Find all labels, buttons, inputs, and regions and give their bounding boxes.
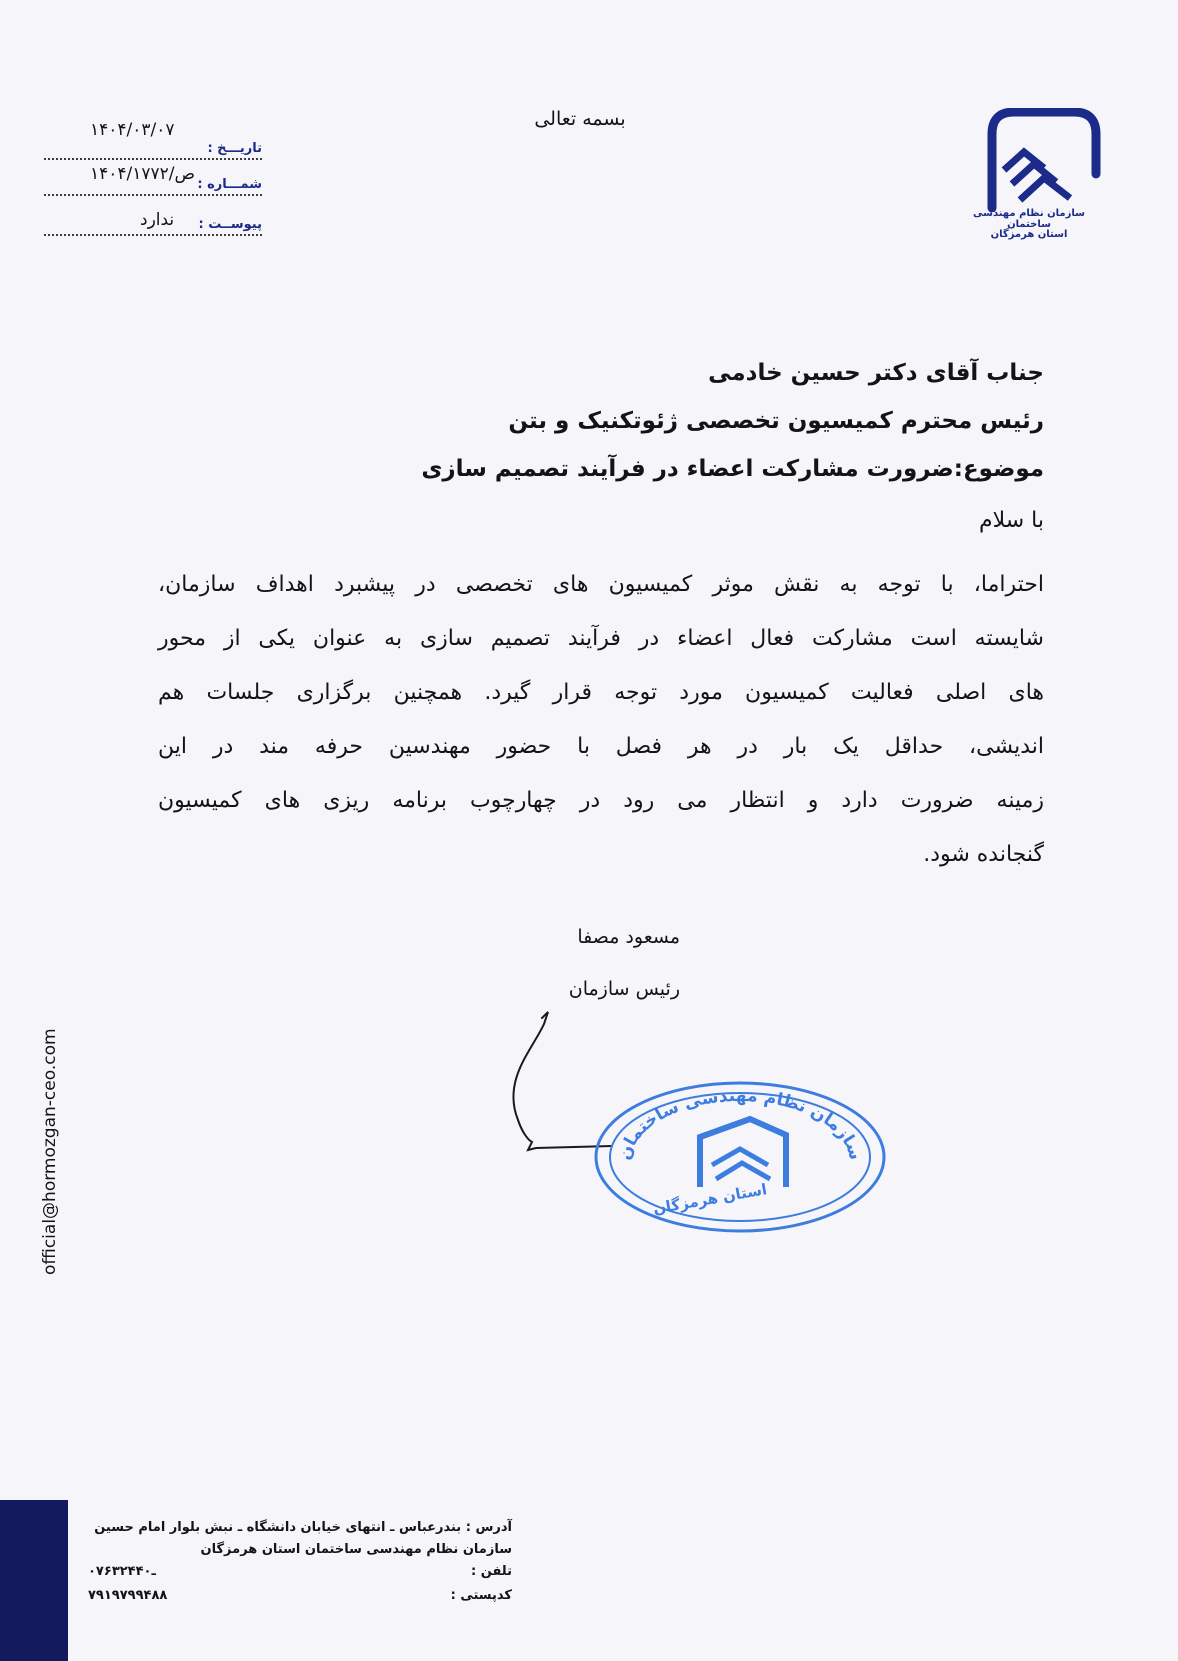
attachment-field xyxy=(44,204,262,236)
attachment-value: ندارد xyxy=(140,210,175,230)
stamp-bottom-text: استان هرمزگان xyxy=(651,1180,769,1218)
footer-address: آدرس : بندرعباس ـ انتهای خیابان دانشگاه ـ نبش بلوار امام حسین xyxy=(94,1520,512,1535)
body-line: شایسته است مشارکت فعال اعضاء در فرآیند تصمیم سازی به عنوان یکی از محور xyxy=(158,626,1044,651)
footer-color-bar xyxy=(0,1500,68,1661)
stamp-top-text: سازمان نظام مهندسی ساختمان xyxy=(614,1085,866,1163)
body-line: اندیشی، حداقل یک بار در هر فصل با حضور مهندسین حرفه مند در این xyxy=(158,734,1044,759)
date-label: تاریـــخ : xyxy=(207,141,262,156)
body-line: های اصلی فعالیت کمیسیون مورد توجه قرار گیرد. همچنین برگزاری جلسات هم xyxy=(158,680,1044,705)
attachment-label: پیوســت : xyxy=(198,217,262,232)
recipient-title: رئیس محترم کمیسیون تخصصی ژئوتکنیک و بتن xyxy=(508,408,1044,434)
number-field xyxy=(44,164,262,196)
basmala: بسمه تعالی xyxy=(534,108,626,130)
org-logo-icon xyxy=(984,108,1104,212)
footer-phone-label: تلفن : xyxy=(471,1564,512,1579)
date-field xyxy=(44,120,262,160)
footer-postal-value: ۷۹۱۹۷۹۹۴۸۸ xyxy=(88,1588,168,1603)
letter-subject: موضوع:ضرورت مشارکت اعضاء در فرآیند تصمیم سازی xyxy=(421,456,1044,482)
side-email xyxy=(40,1028,68,1295)
signer-title: رئیس سازمان xyxy=(568,978,680,1000)
greeting: با سلام xyxy=(978,508,1044,533)
org-name: سازمان نظام مهندسی ساختمان xyxy=(973,208,1085,230)
body-line: زمینه ضرورت دارد و انتظار می رود در چهارچوب برنامه ریزی های کمیسیون xyxy=(158,788,1044,813)
footer-org: سازمان نظام مهندسی ساختمان استان هرمزگان xyxy=(200,1542,512,1557)
number-label: شمـــاره : xyxy=(197,177,262,192)
body-line: احتراما، با توجه به نقش موثر کمیسیون های تخصصی در پیشبرد اهداف سازمان، xyxy=(158,572,1044,597)
org-province: استان هرمزگان xyxy=(990,229,1068,240)
footer-phone-value: ۰۷۶ـ۳۲۴۴۰ xyxy=(88,1564,156,1579)
date-value: ۱۴۰۴/۰۳/۰۷ xyxy=(90,120,175,140)
footer-postal-label: کدپستی : xyxy=(450,1588,512,1603)
body-line: گنجانده شود. xyxy=(923,842,1044,867)
side-email-text: official@hormozgan-ceo.com xyxy=(40,1028,60,1275)
recipient-name: جناب آقای دکتر حسین خادمی xyxy=(708,360,1044,386)
signer-name: مسعود مصفا xyxy=(577,926,680,948)
number-value: ص/۱۴۰۴/۱۷۷۲ xyxy=(90,164,196,184)
official-stamp-icon xyxy=(590,1075,890,1235)
